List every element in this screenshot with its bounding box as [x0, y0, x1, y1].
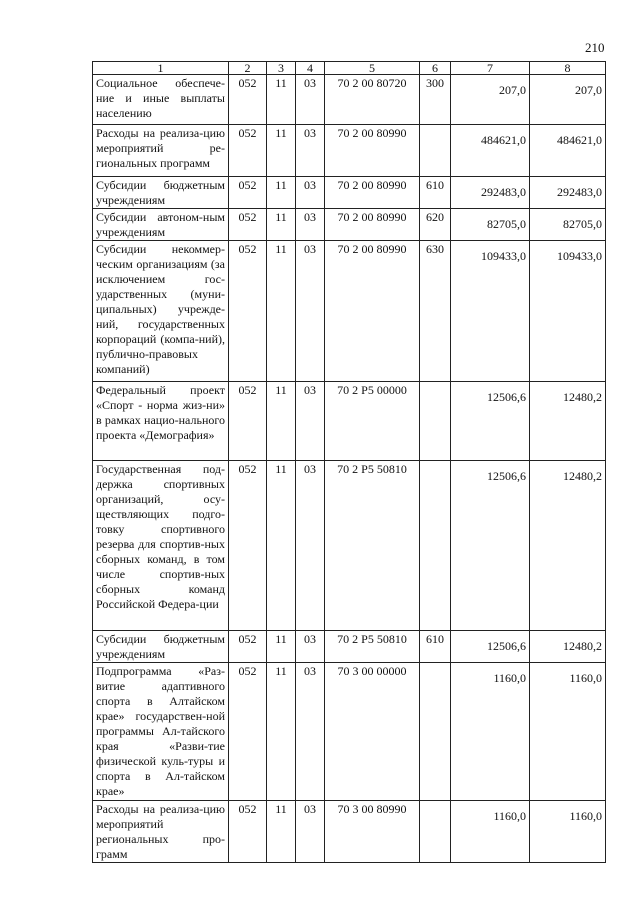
row-name-cell: Государственная под-держка спортивных организаций, осу-ществляющих подго-товку спортивного резерва для спортив-ных сборных команд, в том числе спортив-ных сборных команд Российской Федера-ции — [93, 461, 229, 631]
section-cell: 11 — [267, 177, 296, 209]
admin-code-cell: 052 — [229, 663, 267, 801]
amount-col7-cell: 12506,6 — [451, 461, 530, 631]
column-header: 3 — [267, 62, 296, 75]
table-row — [93, 241, 606, 382]
amount-col7-cell: 1160,0 — [451, 801, 530, 863]
admin-code-cell: 052 — [229, 125, 267, 177]
column-header: 6 — [420, 62, 451, 75]
table-row — [93, 209, 606, 241]
table-row — [93, 125, 606, 177]
column-header: 2 — [229, 62, 267, 75]
row-name-cell: Субсидии бюджетным учреждениям — [93, 177, 229, 209]
admin-code-cell: 052 — [229, 177, 267, 209]
amount-col8-cell: 484621,0 — [530, 125, 606, 177]
subsection-cell: 03 — [296, 241, 325, 382]
amount-col8-cell: 1160,0 — [530, 663, 606, 801]
target-article-cell: 70 3 00 00000 — [325, 663, 420, 801]
section-cell: 11 — [267, 209, 296, 241]
subsection-cell: 03 — [296, 663, 325, 801]
page-number: 210 — [585, 40, 605, 55]
table-header-row — [93, 62, 606, 75]
amount-col7-cell: 82705,0 — [451, 209, 530, 241]
table-row — [93, 663, 606, 801]
section-cell: 11 — [267, 801, 296, 863]
column-header: 4 — [296, 62, 325, 75]
admin-code-cell: 052 — [229, 209, 267, 241]
amount-col7-cell: 1160,0 — [451, 663, 530, 801]
subsection-cell: 03 — [296, 125, 325, 177]
subsection-cell: 03 — [296, 177, 325, 209]
amount-col8-cell: 207,0 — [530, 75, 606, 125]
amount-col8-cell: 292483,0 — [530, 177, 606, 209]
subsection-cell: 03 — [296, 382, 325, 461]
expense-type-cell: 300 — [420, 75, 451, 125]
target-article-cell: 70 3 00 80990 — [325, 801, 420, 863]
amount-col8-cell: 12480,2 — [530, 461, 606, 631]
row-name-cell: Субсидии бюджетным учреждениям — [93, 631, 229, 663]
budget-table — [92, 61, 606, 863]
amount-col7-cell: 12506,6 — [451, 631, 530, 663]
row-name-cell: Субсидии автоном-ным учреждениям — [93, 209, 229, 241]
section-cell: 11 — [267, 631, 296, 663]
target-article-cell: 70 2 00 80720 — [325, 75, 420, 125]
admin-code-cell: 052 — [229, 801, 267, 863]
column-header: 7 — [451, 62, 530, 75]
subsection-cell: 03 — [296, 801, 325, 863]
section-cell: 11 — [267, 461, 296, 631]
table-row — [93, 801, 606, 863]
target-article-cell: 70 2 00 80990 — [325, 241, 420, 382]
target-article-cell: 70 2 00 80990 — [325, 177, 420, 209]
section-cell: 11 — [267, 125, 296, 177]
row-name-cell: Федеральный проект «Спорт - норма жиз-ни» в рамках нацио-нального проекта «Демография» — [93, 382, 229, 461]
target-article-cell: 70 2 P5 00000 — [325, 382, 420, 461]
amount-col8-cell: 12480,2 — [530, 631, 606, 663]
expense-type-cell — [420, 801, 451, 863]
amount-col7-cell: 109433,0 — [451, 241, 530, 382]
expense-type-cell: 610 — [420, 631, 451, 663]
table-row — [93, 461, 606, 631]
subsection-cell: 03 — [296, 75, 325, 125]
amount-col7-cell: 12506,6 — [451, 382, 530, 461]
row-name-cell: Расходы на реализа-цию мероприятий ре-гиональных программ — [93, 125, 229, 177]
subsection-cell: 03 — [296, 631, 325, 663]
amount-col8-cell: 12480,2 — [530, 382, 606, 461]
section-cell: 11 — [267, 663, 296, 801]
row-name-cell: Социальное обеспече-ние и иные выплаты населению — [93, 75, 229, 125]
row-name-cell: Подпрограмма «Раз-витие адаптивного спорта в Алтайском крае» государствен-ной программы Ал-тайского края «Разви-тие физической куль-туры и спорта в Ал-тайском крае» — [93, 663, 229, 801]
admin-code-cell: 052 — [229, 631, 267, 663]
subsection-cell: 03 — [296, 461, 325, 631]
expense-type-cell: 620 — [420, 209, 451, 241]
target-article-cell: 70 2 P5 50810 — [325, 631, 420, 663]
table-row — [93, 75, 606, 125]
admin-code-cell: 052 — [229, 382, 267, 461]
expense-type-cell: 610 — [420, 177, 451, 209]
row-name-cell: Субсидии некоммер-ческим организациям (за исключением гос-ударственных (муни-ципальных) учрежде-ний, государственных корпораций (компа-ний), публично-правовых компаний) — [93, 241, 229, 382]
amount-col8-cell: 1160,0 — [530, 801, 606, 863]
expense-type-cell: 630 — [420, 241, 451, 382]
column-header: 1 — [93, 62, 229, 75]
target-article-cell: 70 2 00 80990 — [325, 209, 420, 241]
section-cell: 11 — [267, 75, 296, 125]
table-row — [93, 382, 606, 461]
amount-col7-cell: 207,0 — [451, 75, 530, 125]
table-row — [93, 177, 606, 209]
column-header: 5 — [325, 62, 420, 75]
admin-code-cell: 052 — [229, 241, 267, 382]
amount-col7-cell: 484621,0 — [451, 125, 530, 177]
target-article-cell: 70 2 P5 50810 — [325, 461, 420, 631]
column-header: 8 — [530, 62, 606, 75]
section-cell: 11 — [267, 382, 296, 461]
admin-code-cell: 052 — [229, 75, 267, 125]
expense-type-cell — [420, 125, 451, 177]
row-name-cell: Расходы на реализа-цию мероприятий региональных про-грамм — [93, 801, 229, 863]
expense-type-cell — [420, 461, 451, 631]
table-row — [93, 631, 606, 663]
subsection-cell: 03 — [296, 209, 325, 241]
admin-code-cell: 052 — [229, 461, 267, 631]
section-cell: 11 — [267, 241, 296, 382]
expense-type-cell — [420, 382, 451, 461]
amount-col7-cell: 292483,0 — [451, 177, 530, 209]
expense-type-cell — [420, 663, 451, 801]
target-article-cell: 70 2 00 80990 — [325, 125, 420, 177]
amount-col8-cell: 109433,0 — [530, 241, 606, 382]
amount-col8-cell: 82705,0 — [530, 209, 606, 241]
